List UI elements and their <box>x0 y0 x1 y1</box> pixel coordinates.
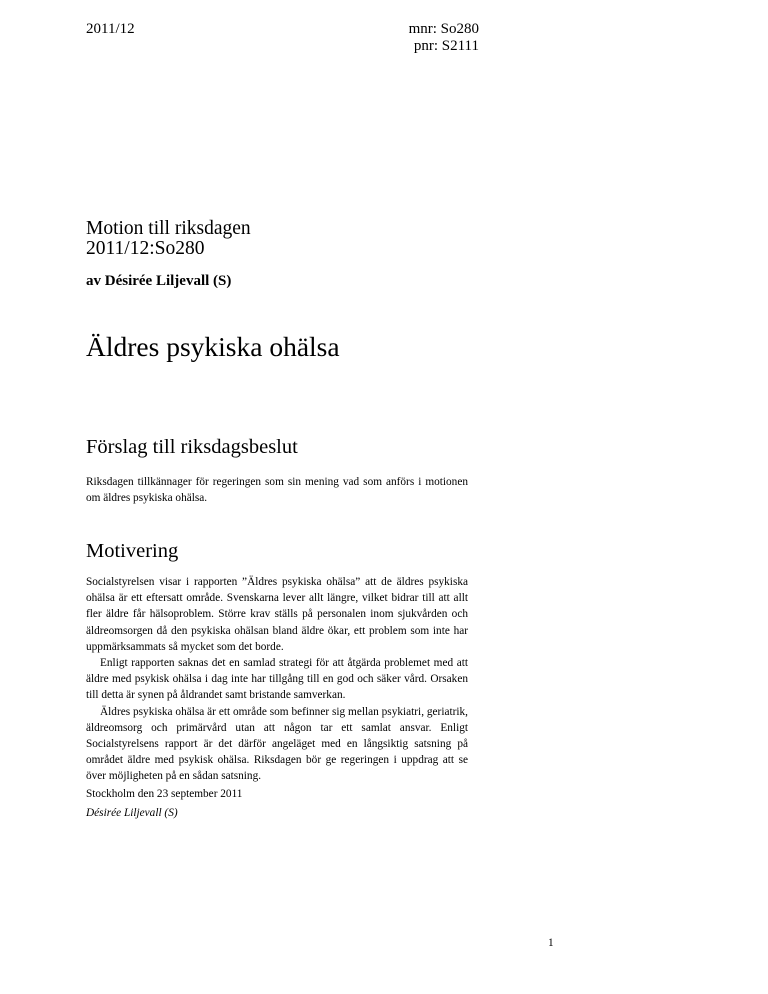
signature: Désirée Liljevall (S) <box>86 807 178 819</box>
forslag-text <box>86 474 468 506</box>
session-label: 2011/12 <box>86 21 135 37</box>
motion-title-line2: 2011/12:So280 <box>86 238 205 259</box>
motivering-text <box>86 574 468 785</box>
page-number: 1 <box>548 937 554 949</box>
party-number: pnr: S2111 <box>413 38 479 54</box>
motivering-paragraph-2: Enligt rapporten saknas det en samlad strategi för att åtgärda problemet med att äldre med psykisk ohälsa i dag inte har tillgång till en god och säker vård. Orsaken till detta är synen på åldrandet samt bristande samverkan. <box>86 657 468 702</box>
author-line: av Désirée Liljevall (S) <box>86 273 232 289</box>
motivering-heading: Motivering <box>86 540 179 562</box>
motion-title-line1: Motion till riksdagen <box>86 218 251 239</box>
place-date: Stockholm den 23 september 2011 <box>86 788 243 800</box>
motion-heading <box>86 219 251 259</box>
motivering-paragraph-3: Äldres psykiska ohälsa är ett område som befinner sig mellan psykiatri, geriatrik, äldreomsorg och primärvård utan att någon tar ett samlat ansvar. Enligt Socialstyrelsens rapport är det därför angeläget med en långsiktig satsning på området äldre med psykisk ohälsa. Riksdagen bör ge regeringen i uppdrag att se över möjligheten på en sådan satsning. <box>86 705 468 783</box>
forslag-paragraph: Riksdagen tillkännager för regeringen som sin mening vad som anförs i motionen om äldres psykiska ohälsa. <box>86 476 468 505</box>
motivering-paragraph-1: Socialstyrelsen visar i rapporten ”Äldres psykiska ohälsa” att de äldres psykiska ohälsa är ett eftersatt område. Svenskarna lever allt längre, vilket bidrar till att allt fler äldre får hälsoproblem. Större krav ställs på personalen inom sjukvården och äldreomsorgen då den psykiska ohälsan bland äldre ökar, ett problem som inte har uppmärksammats så mycket som det borde. <box>86 576 468 653</box>
page-title: Äldres psykiska ohälsa <box>86 331 340 362</box>
motion-number: mnr: So280 <box>408 21 479 37</box>
document-numbers <box>383 21 479 55</box>
forslag-heading: Förslag till riksdagsbeslut <box>86 436 298 458</box>
